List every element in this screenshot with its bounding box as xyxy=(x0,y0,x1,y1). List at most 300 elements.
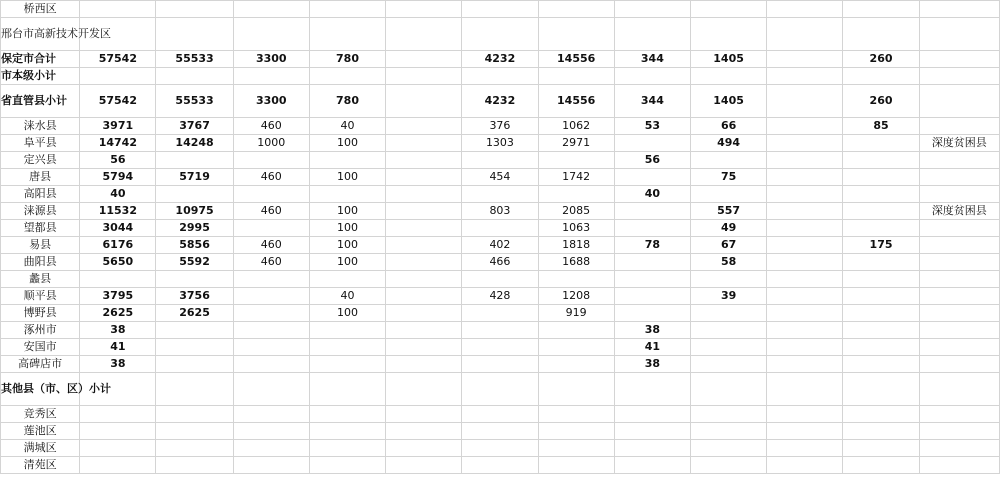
data-cell[interactable]: 780 xyxy=(309,85,385,118)
data-cell[interactable] xyxy=(767,135,843,152)
data-cell[interactable] xyxy=(386,440,462,457)
data-cell[interactable] xyxy=(233,339,309,356)
data-cell[interactable] xyxy=(843,406,919,423)
data-cell[interactable]: 78 xyxy=(614,237,690,254)
data-cell[interactable] xyxy=(386,220,462,237)
data-cell[interactable] xyxy=(80,1,156,18)
data-cell[interactable]: 1688 xyxy=(538,254,614,271)
note-cell[interactable] xyxy=(919,339,999,356)
data-cell[interactable]: 3044 xyxy=(80,220,156,237)
data-cell[interactable] xyxy=(843,339,919,356)
data-cell[interactable] xyxy=(767,220,843,237)
data-cell[interactable] xyxy=(614,457,690,474)
data-cell[interactable] xyxy=(843,203,919,220)
data-cell[interactable] xyxy=(233,322,309,339)
note-cell[interactable] xyxy=(919,1,999,18)
data-cell[interactable] xyxy=(538,186,614,203)
data-cell[interactable] xyxy=(309,322,385,339)
data-cell[interactable]: 919 xyxy=(538,305,614,322)
data-cell[interactable]: 55533 xyxy=(156,51,233,68)
data-cell[interactable] xyxy=(462,68,538,85)
data-cell[interactable]: 557 xyxy=(690,203,766,220)
data-cell[interactable] xyxy=(843,1,919,18)
data-cell[interactable] xyxy=(156,373,233,406)
data-cell[interactable] xyxy=(386,135,462,152)
row-label-cell[interactable]: 莲池区 xyxy=(1,423,80,440)
data-cell[interactable]: 2971 xyxy=(538,135,614,152)
data-cell[interactable] xyxy=(386,68,462,85)
data-cell[interactable]: 803 xyxy=(462,203,538,220)
note-cell[interactable] xyxy=(919,440,999,457)
data-cell[interactable] xyxy=(690,356,766,373)
row-label-cell[interactable]: 顺平县 xyxy=(1,288,80,305)
note-cell[interactable] xyxy=(919,322,999,339)
data-cell[interactable]: 460 xyxy=(233,203,309,220)
data-cell[interactable] xyxy=(767,169,843,186)
data-cell[interactable]: 780 xyxy=(309,51,385,68)
data-cell[interactable] xyxy=(233,18,309,51)
note-cell[interactable] xyxy=(919,305,999,322)
data-cell[interactable]: 66 xyxy=(690,118,766,135)
data-cell[interactable] xyxy=(309,356,385,373)
data-cell[interactable] xyxy=(156,406,233,423)
data-cell[interactable]: 41 xyxy=(80,339,156,356)
row-label-cell[interactable]: 竞秀区 xyxy=(1,406,80,423)
data-cell[interactable] xyxy=(386,18,462,51)
note-cell[interactable]: 深度贫困县 xyxy=(919,135,999,152)
data-cell[interactable] xyxy=(767,68,843,85)
data-cell[interactable]: 38 xyxy=(614,322,690,339)
data-cell[interactable]: 1303 xyxy=(462,135,538,152)
data-cell[interactable]: 38 xyxy=(80,322,156,339)
data-cell[interactable] xyxy=(767,271,843,288)
data-cell[interactable] xyxy=(386,288,462,305)
data-cell[interactable] xyxy=(614,373,690,406)
data-cell[interactable] xyxy=(767,152,843,169)
data-cell[interactable] xyxy=(386,339,462,356)
data-cell[interactable] xyxy=(233,406,309,423)
data-cell[interactable] xyxy=(156,1,233,18)
data-cell[interactable] xyxy=(614,288,690,305)
data-cell[interactable] xyxy=(538,1,614,18)
data-cell[interactable] xyxy=(309,1,385,18)
data-cell[interactable]: 6176 xyxy=(80,237,156,254)
data-cell[interactable] xyxy=(538,68,614,85)
data-cell[interactable] xyxy=(462,1,538,18)
row-label-cell[interactable]: 博野县 xyxy=(1,305,80,322)
data-cell[interactable]: 38 xyxy=(614,356,690,373)
data-cell[interactable]: 39 xyxy=(690,288,766,305)
data-cell[interactable] xyxy=(843,18,919,51)
data-cell[interactable] xyxy=(386,169,462,186)
data-cell[interactable]: 1742 xyxy=(538,169,614,186)
note-cell[interactable] xyxy=(919,288,999,305)
data-cell[interactable]: 428 xyxy=(462,288,538,305)
data-cell[interactable]: 466 xyxy=(462,254,538,271)
data-cell[interactable]: 2625 xyxy=(156,305,233,322)
data-cell[interactable] xyxy=(614,254,690,271)
data-cell[interactable] xyxy=(386,271,462,288)
data-cell[interactable] xyxy=(614,305,690,322)
data-cell[interactable]: 4232 xyxy=(462,51,538,68)
data-cell[interactable] xyxy=(462,18,538,51)
data-cell[interactable] xyxy=(538,356,614,373)
data-cell[interactable] xyxy=(690,271,766,288)
data-cell[interactable] xyxy=(80,68,156,85)
note-cell[interactable] xyxy=(919,356,999,373)
data-cell[interactable]: 376 xyxy=(462,118,538,135)
data-cell[interactable] xyxy=(767,339,843,356)
data-cell[interactable] xyxy=(386,152,462,169)
data-cell[interactable]: 40 xyxy=(309,118,385,135)
data-cell[interactable] xyxy=(80,440,156,457)
data-cell[interactable] xyxy=(767,18,843,51)
data-cell[interactable] xyxy=(386,118,462,135)
data-cell[interactable] xyxy=(614,271,690,288)
note-cell[interactable] xyxy=(919,18,999,51)
data-cell[interactable] xyxy=(233,152,309,169)
data-cell[interactable] xyxy=(690,18,766,51)
data-cell[interactable] xyxy=(386,406,462,423)
data-cell[interactable]: 57542 xyxy=(80,85,156,118)
data-cell[interactable] xyxy=(309,68,385,85)
data-cell[interactable]: 57542 xyxy=(80,51,156,68)
row-label-cell[interactable]: 涞源县 xyxy=(1,203,80,220)
data-cell[interactable] xyxy=(462,271,538,288)
data-cell[interactable] xyxy=(614,135,690,152)
data-cell[interactable] xyxy=(843,135,919,152)
data-cell[interactable]: 5719 xyxy=(156,169,233,186)
data-cell[interactable] xyxy=(843,254,919,271)
data-cell[interactable] xyxy=(538,457,614,474)
data-cell[interactable] xyxy=(233,68,309,85)
data-cell[interactable] xyxy=(233,373,309,406)
data-cell[interactable]: 260 xyxy=(843,51,919,68)
data-cell[interactable] xyxy=(386,373,462,406)
data-cell[interactable] xyxy=(233,288,309,305)
row-label-cell[interactable]: 安国市 xyxy=(1,339,80,356)
data-cell[interactable] xyxy=(233,1,309,18)
data-cell[interactable] xyxy=(843,271,919,288)
data-cell[interactable] xyxy=(690,373,766,406)
data-cell[interactable] xyxy=(309,423,385,440)
data-cell[interactable] xyxy=(538,152,614,169)
data-cell[interactable] xyxy=(386,322,462,339)
data-cell[interactable] xyxy=(843,457,919,474)
data-cell[interactable]: 1000 xyxy=(233,135,309,152)
data-cell[interactable]: 40 xyxy=(80,186,156,203)
data-cell[interactable] xyxy=(690,68,766,85)
row-label-cell[interactable]: 蠡县 xyxy=(1,271,80,288)
data-cell[interactable] xyxy=(309,18,385,51)
data-cell[interactable] xyxy=(538,18,614,51)
data-cell[interactable] xyxy=(309,152,385,169)
data-cell[interactable] xyxy=(462,220,538,237)
data-cell[interactable]: 100 xyxy=(309,237,385,254)
data-cell[interactable] xyxy=(767,203,843,220)
data-cell[interactable] xyxy=(614,1,690,18)
data-cell[interactable] xyxy=(843,423,919,440)
data-cell[interactable] xyxy=(767,322,843,339)
data-cell[interactable]: 260 xyxy=(843,85,919,118)
data-cell[interactable] xyxy=(80,271,156,288)
data-cell[interactable] xyxy=(690,322,766,339)
data-cell[interactable]: 14742 xyxy=(80,135,156,152)
row-label-cell[interactable]: 望都县 xyxy=(1,220,80,237)
row-label-cell[interactable]: 桥西区 xyxy=(1,1,80,18)
data-cell[interactable] xyxy=(233,220,309,237)
data-cell[interactable]: 3795 xyxy=(80,288,156,305)
data-cell[interactable]: 4232 xyxy=(462,85,538,118)
data-cell[interactable] xyxy=(767,254,843,271)
data-cell[interactable] xyxy=(156,271,233,288)
row-label-cell[interactable]: 市本级小计 xyxy=(1,68,80,85)
data-cell[interactable] xyxy=(233,440,309,457)
data-cell[interactable] xyxy=(309,373,385,406)
data-cell[interactable]: 14556 xyxy=(538,51,614,68)
data-cell[interactable]: 460 xyxy=(233,237,309,254)
data-cell[interactable]: 460 xyxy=(233,118,309,135)
note-cell[interactable] xyxy=(919,186,999,203)
data-cell[interactable]: 40 xyxy=(309,288,385,305)
note-cell[interactable] xyxy=(919,254,999,271)
data-cell[interactable] xyxy=(690,406,766,423)
data-cell[interactable] xyxy=(309,406,385,423)
data-cell[interactable]: 460 xyxy=(233,169,309,186)
data-cell[interactable] xyxy=(538,322,614,339)
row-label-cell[interactable]: 保定市合计 xyxy=(1,51,80,68)
data-cell[interactable] xyxy=(767,1,843,18)
data-cell[interactable]: 41 xyxy=(614,339,690,356)
data-cell[interactable]: 1062 xyxy=(538,118,614,135)
data-cell[interactable] xyxy=(462,152,538,169)
row-label-cell[interactable]: 高阳县 xyxy=(1,186,80,203)
data-cell[interactable] xyxy=(843,68,919,85)
data-cell[interactable]: 67 xyxy=(690,237,766,254)
data-cell[interactable]: 100 xyxy=(309,169,385,186)
note-cell[interactable] xyxy=(919,220,999,237)
note-cell[interactable] xyxy=(919,237,999,254)
data-cell[interactable] xyxy=(386,51,462,68)
data-cell[interactable]: 1405 xyxy=(690,85,766,118)
data-cell[interactable] xyxy=(156,68,233,85)
data-cell[interactable] xyxy=(80,423,156,440)
data-cell[interactable] xyxy=(767,423,843,440)
data-cell[interactable]: 11532 xyxy=(80,203,156,220)
note-cell[interactable] xyxy=(919,406,999,423)
data-cell[interactable]: 344 xyxy=(614,51,690,68)
data-cell[interactable] xyxy=(386,85,462,118)
data-cell[interactable] xyxy=(462,457,538,474)
data-cell[interactable]: 1405 xyxy=(690,51,766,68)
data-cell[interactable]: 38 xyxy=(80,356,156,373)
data-cell[interactable]: 56 xyxy=(80,152,156,169)
data-cell[interactable] xyxy=(233,457,309,474)
data-cell[interactable] xyxy=(538,423,614,440)
data-cell[interactable] xyxy=(386,186,462,203)
data-cell[interactable]: 494 xyxy=(690,135,766,152)
data-cell[interactable] xyxy=(462,423,538,440)
data-cell[interactable]: 3300 xyxy=(233,51,309,68)
data-cell[interactable] xyxy=(843,356,919,373)
data-cell[interactable] xyxy=(767,305,843,322)
data-cell[interactable] xyxy=(843,305,919,322)
data-cell[interactable]: 2995 xyxy=(156,220,233,237)
data-cell[interactable] xyxy=(843,169,919,186)
data-cell[interactable] xyxy=(843,220,919,237)
note-cell[interactable] xyxy=(919,85,999,118)
data-cell[interactable]: 5650 xyxy=(80,254,156,271)
data-cell[interactable] xyxy=(690,339,766,356)
data-cell[interactable]: 5856 xyxy=(156,237,233,254)
data-cell[interactable] xyxy=(614,406,690,423)
data-cell[interactable] xyxy=(690,305,766,322)
data-cell[interactable] xyxy=(690,440,766,457)
data-cell[interactable] xyxy=(843,373,919,406)
data-cell[interactable] xyxy=(462,322,538,339)
data-cell[interactable] xyxy=(767,237,843,254)
row-label-cell[interactable]: 清苑区 xyxy=(1,457,80,474)
data-cell[interactable] xyxy=(538,373,614,406)
row-label-cell[interactable]: 唐县 xyxy=(1,169,80,186)
data-cell[interactable] xyxy=(767,288,843,305)
data-cell[interactable]: 1208 xyxy=(538,288,614,305)
note-cell[interactable] xyxy=(919,169,999,186)
data-cell[interactable] xyxy=(156,18,233,51)
data-cell[interactable] xyxy=(614,220,690,237)
data-cell[interactable]: 56 xyxy=(614,152,690,169)
data-cell[interactable]: 100 xyxy=(309,254,385,271)
data-cell[interactable]: 85 xyxy=(843,118,919,135)
row-label-cell[interactable]: 曲阳县 xyxy=(1,254,80,271)
data-cell[interactable] xyxy=(156,356,233,373)
row-label-cell[interactable]: 涞水县 xyxy=(1,118,80,135)
data-cell[interactable] xyxy=(767,85,843,118)
data-cell[interactable]: 14248 xyxy=(156,135,233,152)
data-cell[interactable] xyxy=(843,152,919,169)
data-cell[interactable]: 10975 xyxy=(156,203,233,220)
note-cell[interactable] xyxy=(919,68,999,85)
data-cell[interactable]: 3300 xyxy=(233,85,309,118)
data-cell[interactable] xyxy=(156,339,233,356)
data-cell[interactable]: 100 xyxy=(309,305,385,322)
data-cell[interactable] xyxy=(386,254,462,271)
data-cell[interactable] xyxy=(386,457,462,474)
row-label-cell[interactable]: 其他县（市、区）小计 xyxy=(1,373,80,406)
data-cell[interactable] xyxy=(309,271,385,288)
data-cell[interactable] xyxy=(462,305,538,322)
data-cell[interactable] xyxy=(462,356,538,373)
data-cell[interactable]: 5592 xyxy=(156,254,233,271)
row-label-cell[interactable]: 易县 xyxy=(1,237,80,254)
data-cell[interactable] xyxy=(767,118,843,135)
data-cell[interactable] xyxy=(843,186,919,203)
data-cell[interactable] xyxy=(767,406,843,423)
data-cell[interactable]: 402 xyxy=(462,237,538,254)
data-cell[interactable]: 1063 xyxy=(538,220,614,237)
data-cell[interactable] xyxy=(233,423,309,440)
data-cell[interactable] xyxy=(767,457,843,474)
data-cell[interactable]: 175 xyxy=(843,237,919,254)
data-cell[interactable] xyxy=(843,288,919,305)
data-cell[interactable]: 49 xyxy=(690,220,766,237)
data-cell[interactable] xyxy=(233,356,309,373)
data-cell[interactable]: 1818 xyxy=(538,237,614,254)
data-cell[interactable]: 75 xyxy=(690,169,766,186)
data-cell[interactable] xyxy=(767,356,843,373)
row-label-cell[interactable]: 涿州市 xyxy=(1,322,80,339)
data-cell[interactable] xyxy=(309,339,385,356)
note-cell[interactable] xyxy=(919,152,999,169)
data-cell[interactable]: 55533 xyxy=(156,85,233,118)
data-cell[interactable] xyxy=(614,203,690,220)
data-cell[interactable] xyxy=(767,51,843,68)
data-cell[interactable] xyxy=(386,423,462,440)
data-cell[interactable] xyxy=(386,237,462,254)
data-cell[interactable]: 100 xyxy=(309,203,385,220)
data-cell[interactable] xyxy=(309,440,385,457)
data-cell[interactable] xyxy=(538,440,614,457)
data-cell[interactable] xyxy=(614,68,690,85)
note-cell[interactable] xyxy=(919,118,999,135)
data-cell[interactable] xyxy=(80,457,156,474)
data-cell[interactable] xyxy=(614,440,690,457)
data-cell[interactable] xyxy=(309,186,385,203)
data-cell[interactable] xyxy=(614,18,690,51)
data-cell[interactable] xyxy=(767,440,843,457)
data-cell[interactable] xyxy=(309,457,385,474)
data-cell[interactable]: 460 xyxy=(233,254,309,271)
data-cell[interactable]: 2085 xyxy=(538,203,614,220)
data-cell[interactable] xyxy=(462,406,538,423)
note-cell[interactable] xyxy=(919,423,999,440)
data-cell[interactable] xyxy=(462,186,538,203)
data-cell[interactable] xyxy=(462,339,538,356)
data-cell[interactable] xyxy=(233,271,309,288)
row-label-cell[interactable]: 阜平县 xyxy=(1,135,80,152)
data-cell[interactable] xyxy=(690,1,766,18)
data-cell[interactable] xyxy=(386,1,462,18)
data-cell[interactable]: 344 xyxy=(614,85,690,118)
data-cell[interactable] xyxy=(156,152,233,169)
row-label-cell[interactable]: 高碑店市 xyxy=(1,356,80,373)
data-cell[interactable]: 100 xyxy=(309,135,385,152)
row-label-cell[interactable]: 邢台市高新技术开发区 xyxy=(1,18,80,51)
note-cell[interactable] xyxy=(919,271,999,288)
data-cell[interactable] xyxy=(156,322,233,339)
data-cell[interactable]: 100 xyxy=(309,220,385,237)
data-cell[interactable]: 3756 xyxy=(156,288,233,305)
data-cell[interactable]: 2625 xyxy=(80,305,156,322)
data-cell[interactable] xyxy=(462,440,538,457)
data-cell[interactable] xyxy=(538,271,614,288)
row-label-cell[interactable]: 省直管县小计 xyxy=(1,85,80,118)
data-cell[interactable] xyxy=(233,186,309,203)
data-cell[interactable] xyxy=(462,373,538,406)
data-cell[interactable] xyxy=(233,305,309,322)
data-cell[interactable] xyxy=(156,440,233,457)
data-cell[interactable]: 14556 xyxy=(538,85,614,118)
row-label-cell[interactable]: 满城区 xyxy=(1,440,80,457)
data-cell[interactable] xyxy=(80,406,156,423)
data-cell[interactable] xyxy=(538,406,614,423)
data-cell[interactable] xyxy=(614,423,690,440)
data-cell[interactable] xyxy=(386,203,462,220)
data-cell[interactable]: 40 xyxy=(614,186,690,203)
data-cell[interactable]: 3767 xyxy=(156,118,233,135)
data-cell[interactable]: 3971 xyxy=(80,118,156,135)
data-cell[interactable] xyxy=(386,356,462,373)
